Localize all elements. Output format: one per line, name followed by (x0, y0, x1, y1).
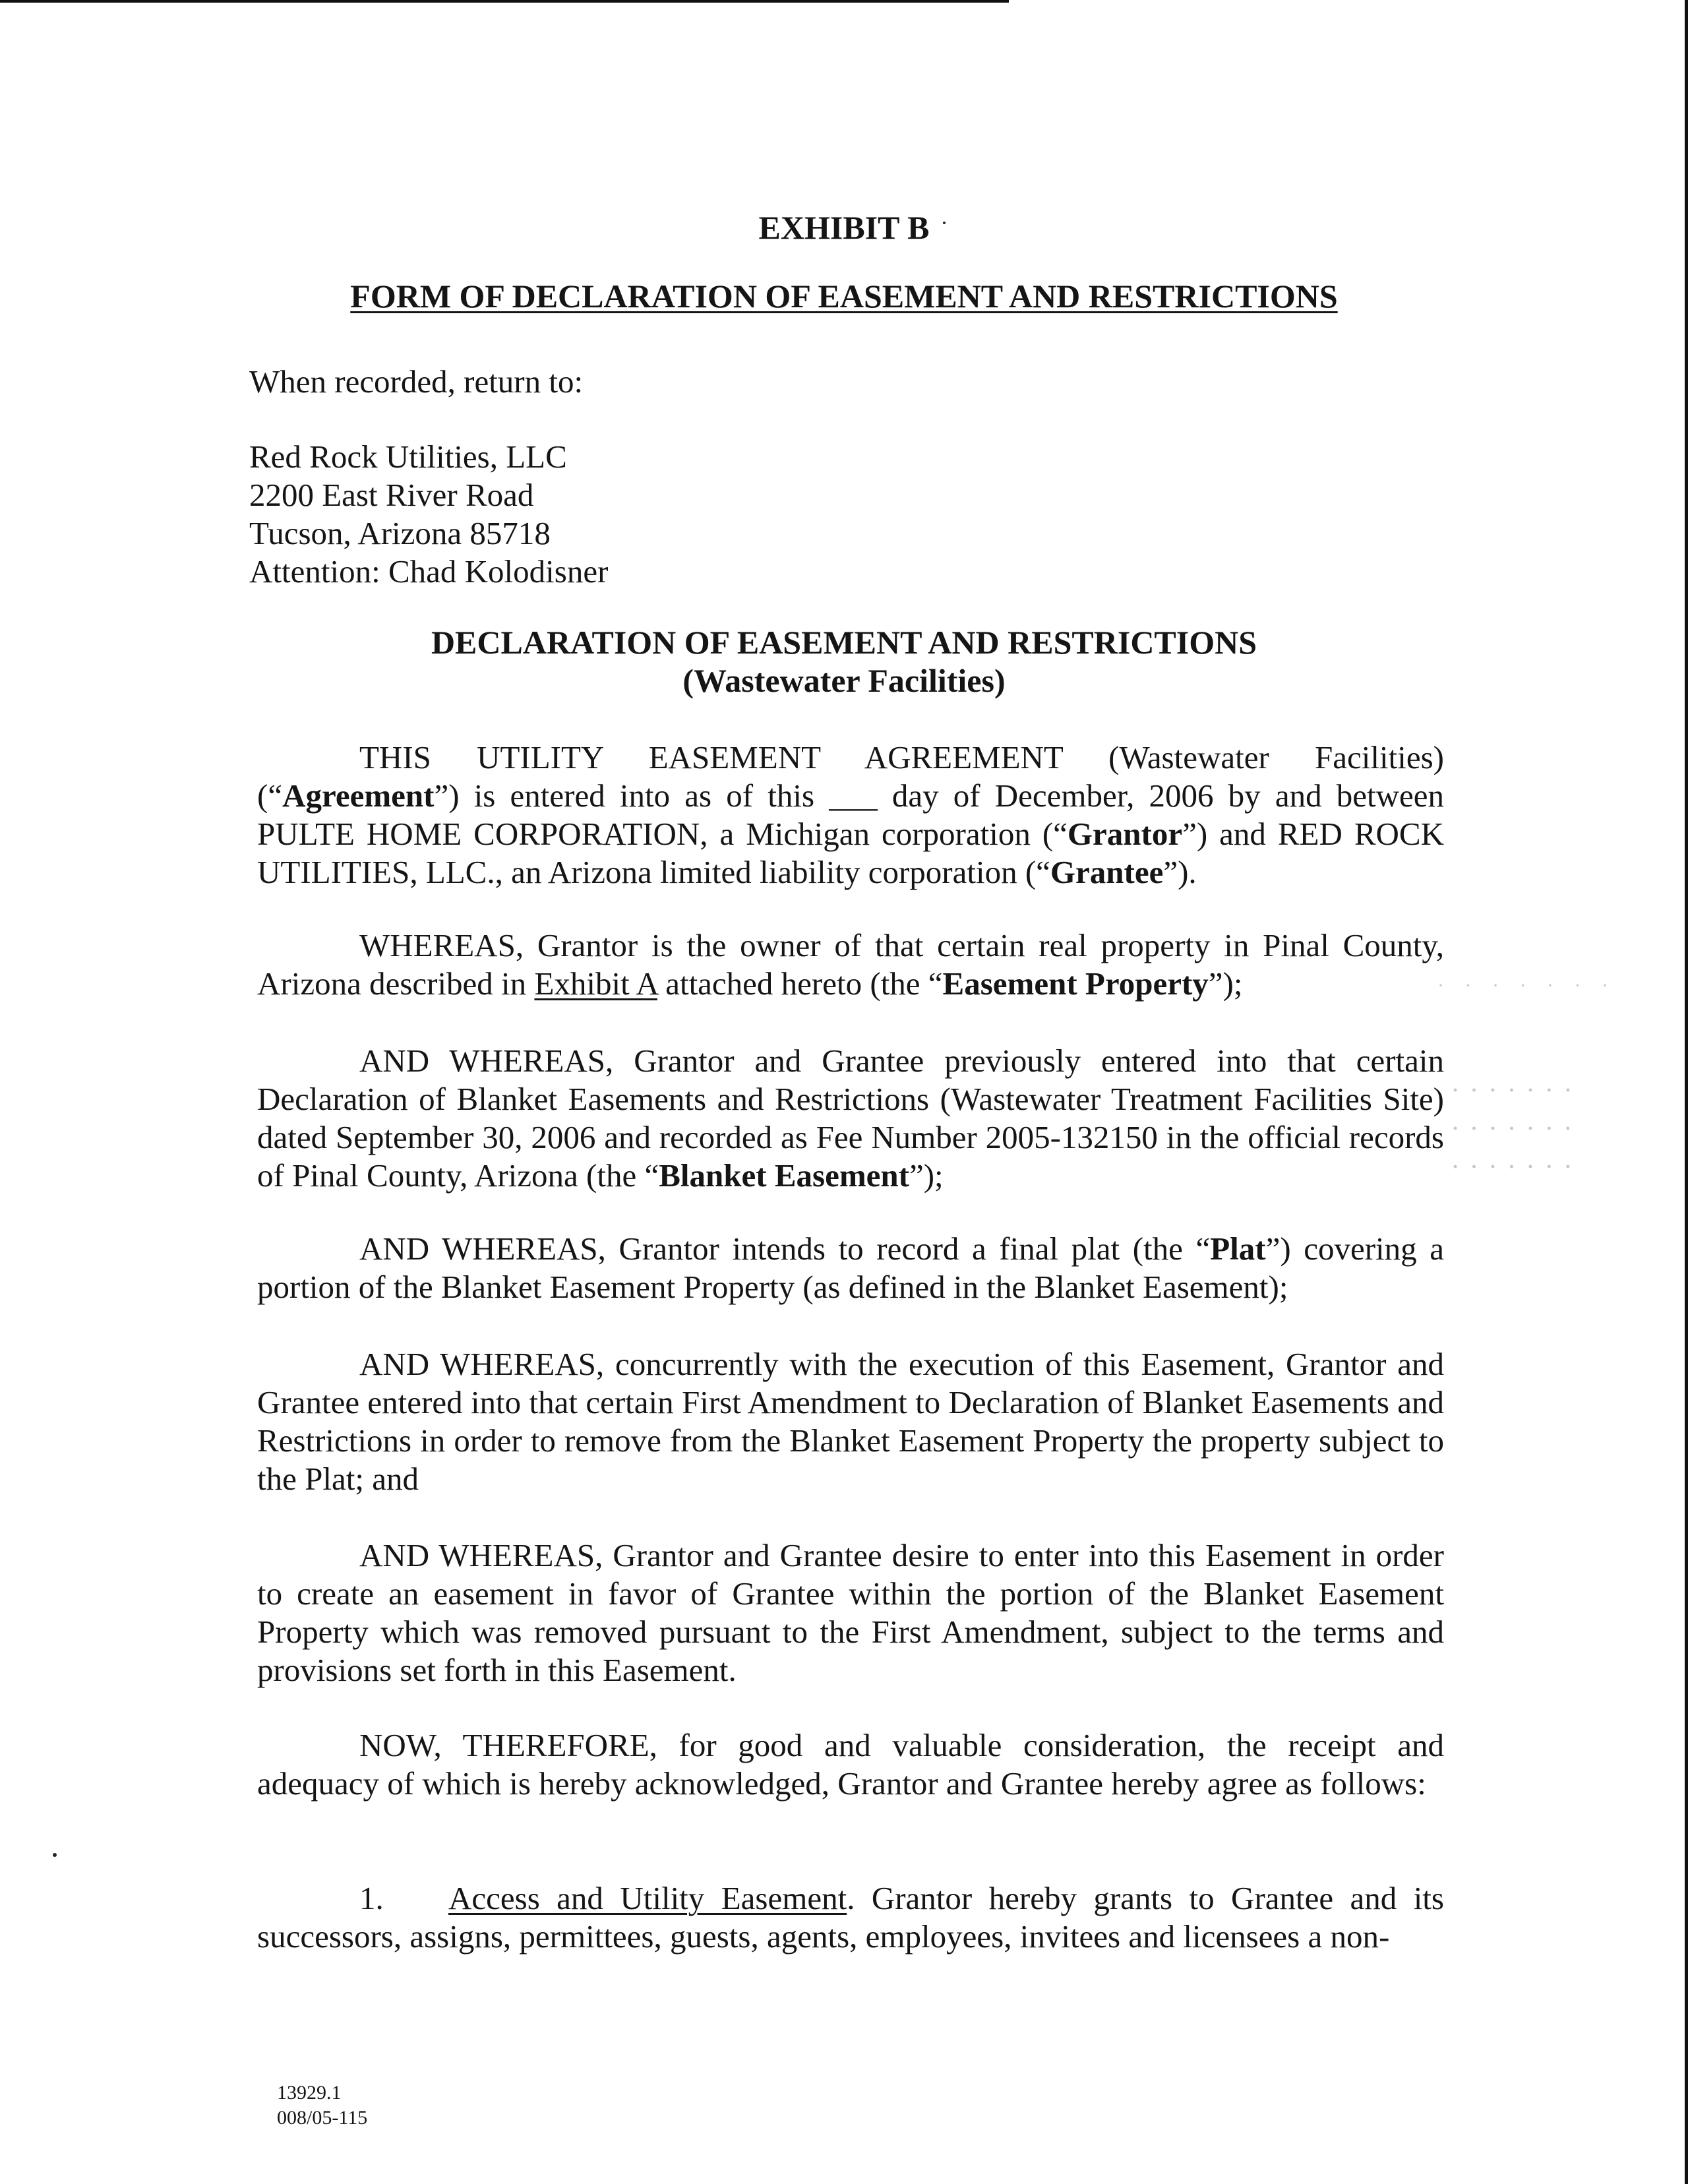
paragraph-text: ”) is entered into as of this ___ day of December, 2006 by and between PULTE HOME CORPORATION, a Michigan corporation (“ (257, 777, 1444, 852)
paragraph-text: AND WHEREAS, Grantor intends to record a final plat (the “ (359, 1230, 1211, 1267)
form-title: FORM OF DECLARATION OF EASEMENT AND RESTRICTIONS (350, 278, 1338, 315)
scan-right-edge (1685, 0, 1688, 2184)
return-address (249, 438, 1040, 591)
section-heading: Access and Utility Easement (448, 1880, 847, 1916)
document-footer (277, 2080, 541, 2131)
agreement-paragraph (257, 739, 1444, 892)
footer-file-number: 008/05-115 (277, 2107, 368, 2129)
paragraph-text: ”) covering a portion of the Blanket Easement Property (as defined in the Blanket Easement); (257, 1230, 1444, 1305)
declaration-title (330, 623, 1358, 700)
whereas-paragraph (257, 1042, 1444, 1195)
exhibit-reference: Exhibit A (534, 965, 657, 1002)
paragraph-text: ”); (909, 1157, 944, 1194)
section-1-paragraph (257, 1879, 1444, 1956)
address-line: Red Rock Utilities, LLC (249, 439, 567, 475)
defined-term: Grantee (1050, 854, 1164, 890)
whereas-paragraph (257, 1536, 1444, 1689)
paragraph-text: WHEREAS, Grantor is the owner of that certain real property in Pinal County, Arizona described in (257, 927, 1444, 1002)
exhibit-title: EXHIBIT B (758, 209, 930, 246)
defined-term: Plat (1210, 1230, 1266, 1267)
paragraph-text: AND WHEREAS, Grantor and Grantee desire to enter into this Easement in order to create an easement in favor of Grantee within the portion of the Blanket Easement Property which was removed pursuant to the First Amendment, subject to the terms and provisions set forth in this Easement. (257, 1537, 1444, 1688)
bleed-through-mark: · · · · · · · (1437, 975, 1616, 996)
paragraph-text: AND WHEREAS, concurrently with the execution of this Easement, Grantor and Grantee entered into that certain First Amendment to Declaration of Blanket Easements and Restrictions in order to remove from the Blanket Easement Property the property subject to the Plat; and (257, 1346, 1444, 1497)
declaration-subtitle: (Wastewater Facilities) (682, 662, 1006, 699)
address-line: Attention: Chad Kolodisner (249, 553, 609, 590)
scan-top-edge (0, 0, 1009, 3)
paragraph-text: attached hereto (the “ (657, 965, 943, 1002)
return-to-label: When recorded, return to: (249, 363, 584, 400)
defined-term: Grantor (1067, 816, 1183, 852)
section-number: 1. (359, 1880, 384, 1916)
defined-term: Agreement (282, 777, 435, 814)
paragraph-text: AND WHEREAS, Grantor and Grantee previously entered into that certain Declaration of Blanket Easements and Restrictions (Wastewater Treatment Facilities Site) dated September 30, 2006 and recorded as Fee Number 2005-132150 in the official records of Pinal County, Arizona (the “ (257, 1043, 1444, 1194)
bleed-through-mark: · · · · · · · (1451, 1114, 1574, 1144)
scan-speck (53, 1853, 57, 1857)
paragraph-text: ”); (1208, 965, 1243, 1002)
whereas-paragraph (257, 1230, 1444, 1306)
bleed-through-mark: · · · · · · · (1451, 1076, 1574, 1106)
paragraph-text: NOW, THEREFORE, for good and valuable consideration, the receipt and adequacy of which is hereby acknowledged, Grantor and Grantee hereby agree as follows: (257, 1727, 1444, 1802)
whereas-paragraph (257, 1345, 1444, 1498)
bleed-through-mark: · · · · · · · (1451, 1152, 1574, 1182)
paragraph-text: ”). (1163, 854, 1197, 890)
footer-doc-number: 13929.1 (277, 2082, 342, 2104)
address-line: 2200 East River Road (249, 477, 534, 513)
defined-term: Easement Property (942, 965, 1209, 1002)
address-line: Tucson, Arizona 85718 (249, 515, 551, 551)
whereas-paragraph (257, 926, 1444, 1003)
paragraph-text: THIS UTILITY EASEMENT AGREEMENT (Wastewater Facilities) (“ (257, 739, 1444, 814)
paragraph-text: . Grantor hereby grants to Grantee and its successors, assigns, permittees, guests, agents, employees, invitees and licensees a non- (257, 1880, 1444, 1955)
declaration-heading: DECLARATION OF EASEMENT AND RESTRICTIONS (431, 624, 1257, 661)
defined-term: Blanket Easement (659, 1157, 909, 1194)
paragraph-text: ”) and RED ROCK UTILITIES, LLC., an Arizona limited liability corporation (“ (257, 816, 1444, 890)
therefore-paragraph (257, 1726, 1444, 1803)
